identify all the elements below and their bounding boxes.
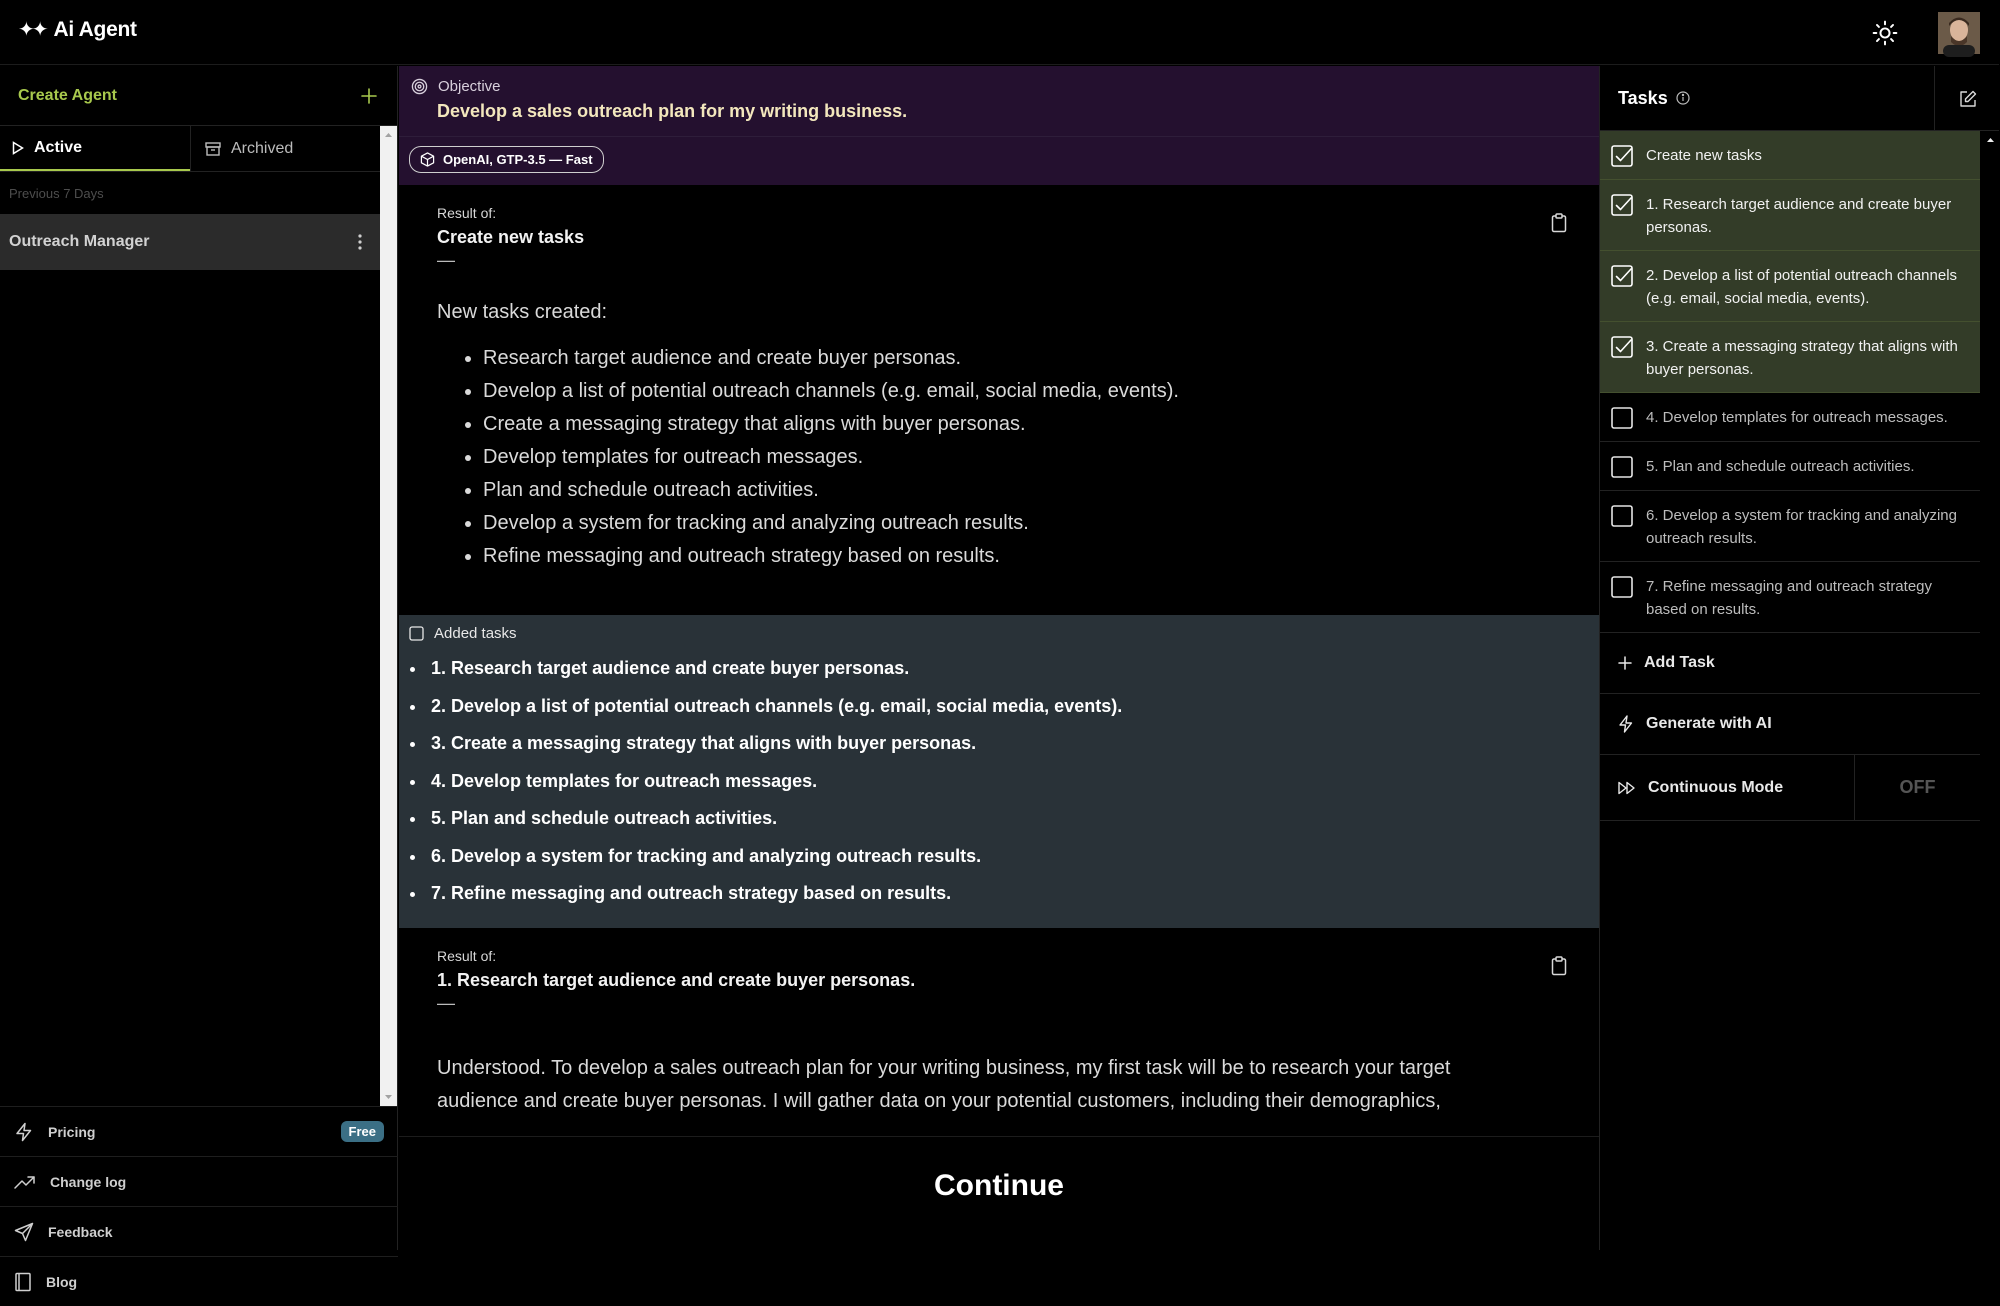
scroll-down-arrow-icon[interactable] bbox=[380, 1090, 397, 1104]
task-item[interactable] bbox=[1600, 322, 1980, 393]
checkbox-icon[interactable] bbox=[1610, 455, 1634, 479]
generate-with-ai-button[interactable] bbox=[1600, 694, 1980, 755]
added-tasks-list bbox=[409, 650, 1599, 913]
tab-active[interactable] bbox=[0, 126, 190, 171]
plus-icon bbox=[1618, 656, 1632, 670]
task-text: 1. Research target audience and create buyer personas. bbox=[1646, 196, 1952, 236]
task-item[interactable] bbox=[1600, 131, 1980, 180]
added-tasks-label: Added tasks bbox=[434, 625, 517, 642]
continue-button[interactable]: Continue bbox=[934, 1168, 1064, 1202]
send-icon bbox=[14, 1222, 34, 1242]
create-agent-button[interactable] bbox=[0, 66, 397, 126]
continuous-mode-label: Continuous Mode bbox=[1648, 778, 1784, 796]
left-sidebar bbox=[0, 66, 398, 1290]
sidebar-footer-links bbox=[0, 1106, 398, 1306]
objective-text: Develop a sales outreach plan for my writing business. bbox=[437, 101, 908, 121]
tasks-panel bbox=[1599, 66, 1999, 1250]
result-paragraph: Understood. To develop a sales outreach plan for your writing business, my first task will be to research your target audience and create buyer personas. I will gather data on your potential customers, including their demographics, bbox=[437, 1057, 1451, 1112]
checkbox-icon[interactable] bbox=[1610, 575, 1634, 599]
list-item: • 2. Develop a list of potential outreach channels (e.g. email, social media, events). bbox=[427, 688, 1599, 726]
task-item[interactable] bbox=[1600, 491, 1980, 562]
clipboard-icon[interactable] bbox=[1551, 956, 1567, 976]
checkbox-checked-icon[interactable] bbox=[1610, 144, 1634, 168]
scroll-up-arrow-icon[interactable] bbox=[380, 128, 397, 142]
checkbox-icon[interactable] bbox=[1610, 504, 1634, 528]
checkbox-icon[interactable] bbox=[1610, 406, 1634, 430]
more-vertical-icon[interactable] bbox=[358, 234, 362, 250]
result-divider: — bbox=[437, 250, 455, 270]
list-item: • 3. Create a messaging strategy that aligns with buyer personas. bbox=[427, 725, 1599, 763]
tasks-scrollbar[interactable] bbox=[1981, 131, 2000, 1250]
tab-archived-label: Archived bbox=[231, 139, 294, 157]
list-item: • 1. Research target audience and create buyer personas. bbox=[427, 650, 1599, 688]
task-item[interactable] bbox=[1600, 251, 1980, 322]
scroll-up-arrow-icon[interactable] bbox=[1981, 133, 2000, 147]
app-logo[interactable] bbox=[18, 18, 137, 42]
section-label-previous-7-days: Previous 7 Days bbox=[9, 186, 104, 201]
book-icon bbox=[14, 1272, 32, 1292]
generate-label: Generate with AI bbox=[1646, 715, 1772, 732]
play-icon bbox=[12, 141, 24, 155]
theme-toggle-button[interactable] bbox=[1870, 18, 1900, 48]
list-item: • Plan and schedule outreach activities. bbox=[483, 474, 1599, 507]
task-text: 2. Develop a list of potential outreach channels (e.g. email, social media, events). bbox=[1646, 267, 1958, 307]
blog-label: Blog bbox=[46, 1273, 78, 1290]
result-create-new-tasks bbox=[399, 185, 1599, 573]
trending-up-icon bbox=[14, 1174, 36, 1190]
result-research-target-audience bbox=[399, 928, 1599, 1118]
result-heading: New tasks created: bbox=[437, 301, 608, 323]
sparkle-icon: ✦✦ bbox=[18, 19, 46, 41]
result-of-label: Result of: bbox=[437, 948, 497, 964]
tasks-header bbox=[1600, 66, 1999, 131]
task-text: 6. Develop a system for tracking and analyzing outreach results. bbox=[1646, 507, 1957, 547]
feedback-link[interactable] bbox=[0, 1206, 398, 1256]
result-divider: — bbox=[437, 993, 455, 1013]
list-item: • Develop a system for tracking and analyzing outreach results. bbox=[483, 507, 1599, 540]
fast-forward-icon bbox=[1618, 781, 1636, 795]
bolt-icon bbox=[1618, 715, 1634, 733]
objective-banner bbox=[399, 66, 1599, 137]
task-item[interactable] bbox=[1600, 393, 1980, 442]
change-log-label: Change log bbox=[50, 1173, 127, 1190]
task-text: 3. Create a messaging strategy that aligns with buyer personas. bbox=[1646, 338, 1958, 378]
agent-item-outreach-manager[interactable] bbox=[0, 214, 380, 270]
free-badge: Free bbox=[341, 1121, 384, 1142]
added-tasks-block bbox=[399, 615, 1599, 928]
model-selector-chip[interactable] bbox=[409, 146, 604, 173]
objective-label: Objective bbox=[438, 78, 501, 95]
list-item: • Research target audience and create buyer personas. bbox=[483, 342, 1599, 375]
result-of-label: Result of: bbox=[437, 205, 497, 221]
task-text: 7. Refine messaging and outreach strategy based on results. bbox=[1646, 578, 1933, 618]
top-bar bbox=[0, 0, 1999, 65]
agent-tabs bbox=[0, 126, 380, 172]
checkbox-checked-icon[interactable] bbox=[1610, 335, 1634, 359]
list-item: • Refine messaging and outreach strategy based on results. bbox=[483, 540, 1599, 573]
change-log-link[interactable] bbox=[0, 1156, 398, 1206]
checkbox-checked-icon[interactable] bbox=[1610, 264, 1634, 288]
task-text: Create new tasks bbox=[1646, 147, 1762, 164]
list-item: • 4. Develop templates for outreach messages. bbox=[427, 763, 1599, 801]
task-text: 4. Develop templates for outreach messages. bbox=[1646, 409, 1948, 426]
bolt-icon bbox=[14, 1122, 34, 1142]
cube-icon bbox=[420, 152, 435, 167]
result-title: Create new tasks bbox=[437, 227, 585, 247]
list-item: • Develop templates for outreach messages. bbox=[483, 441, 1599, 474]
continuous-mode-button[interactable] bbox=[1600, 755, 1854, 820]
archive-icon bbox=[205, 142, 221, 156]
sun-icon bbox=[1872, 20, 1898, 46]
list-item: • Create a messaging strategy that aligns with buyer personas. bbox=[483, 408, 1599, 441]
task-item[interactable] bbox=[1600, 562, 1980, 633]
pricing-label: Pricing bbox=[48, 1123, 96, 1140]
clipboard-icon[interactable] bbox=[1551, 213, 1567, 233]
create-agent-label: Create Agent bbox=[18, 86, 117, 104]
user-avatar-icon bbox=[1938, 12, 1980, 54]
main-panel bbox=[399, 66, 1599, 1250]
edit-tasks-button[interactable] bbox=[1934, 66, 2000, 131]
info-icon[interactable] bbox=[1676, 91, 1690, 105]
continuous-mode-toggle[interactable]: OFF bbox=[1854, 755, 1980, 820]
app-title: Ai Agent bbox=[53, 18, 137, 41]
list-item: • Develop a list of potential outreach channels (e.g. email, social media, events). bbox=[483, 375, 1599, 408]
task-text: 5. Plan and schedule outreach activities. bbox=[1646, 458, 1915, 475]
plus-icon bbox=[361, 88, 377, 104]
model-chip-label: OpenAI, GTP-3.5 — Fast bbox=[443, 152, 593, 167]
target-icon bbox=[411, 78, 428, 95]
list-item: • 7. Refine messaging and outreach strategy based on results. bbox=[427, 875, 1599, 913]
list-item: • 5. Plan and schedule outreach activities. bbox=[427, 800, 1599, 838]
tab-active-label: Active bbox=[34, 138, 83, 156]
agent-item-label: Outreach Manager bbox=[9, 233, 150, 250]
new-tasks-list bbox=[437, 342, 1599, 573]
square-icon bbox=[409, 626, 424, 641]
edit-icon bbox=[1959, 90, 1977, 108]
feedback-label: Feedback bbox=[48, 1223, 113, 1240]
task-item[interactable] bbox=[1600, 442, 1980, 491]
task-item[interactable] bbox=[1600, 180, 1980, 251]
blog-link[interactable] bbox=[0, 1256, 398, 1306]
checkbox-checked-icon[interactable] bbox=[1610, 193, 1634, 217]
tasks-title: Tasks bbox=[1618, 87, 1668, 108]
continue-bar bbox=[399, 1136, 1599, 1250]
add-task-label: Add Task bbox=[1644, 654, 1715, 671]
pricing-link[interactable] bbox=[0, 1106, 398, 1156]
tab-archived[interactable] bbox=[190, 126, 380, 171]
add-task-button[interactable] bbox=[1600, 633, 1980, 694]
list-item: • 6. Develop a system for tracking and analyzing outreach results. bbox=[427, 838, 1599, 876]
sidebar-scrollbar[interactable] bbox=[380, 126, 397, 1106]
model-bar bbox=[399, 137, 1599, 185]
continuous-mode-row bbox=[1600, 755, 1980, 821]
avatar[interactable] bbox=[1938, 12, 1980, 54]
result-title: 1. Research target audience and create buyer personas. bbox=[437, 970, 916, 990]
